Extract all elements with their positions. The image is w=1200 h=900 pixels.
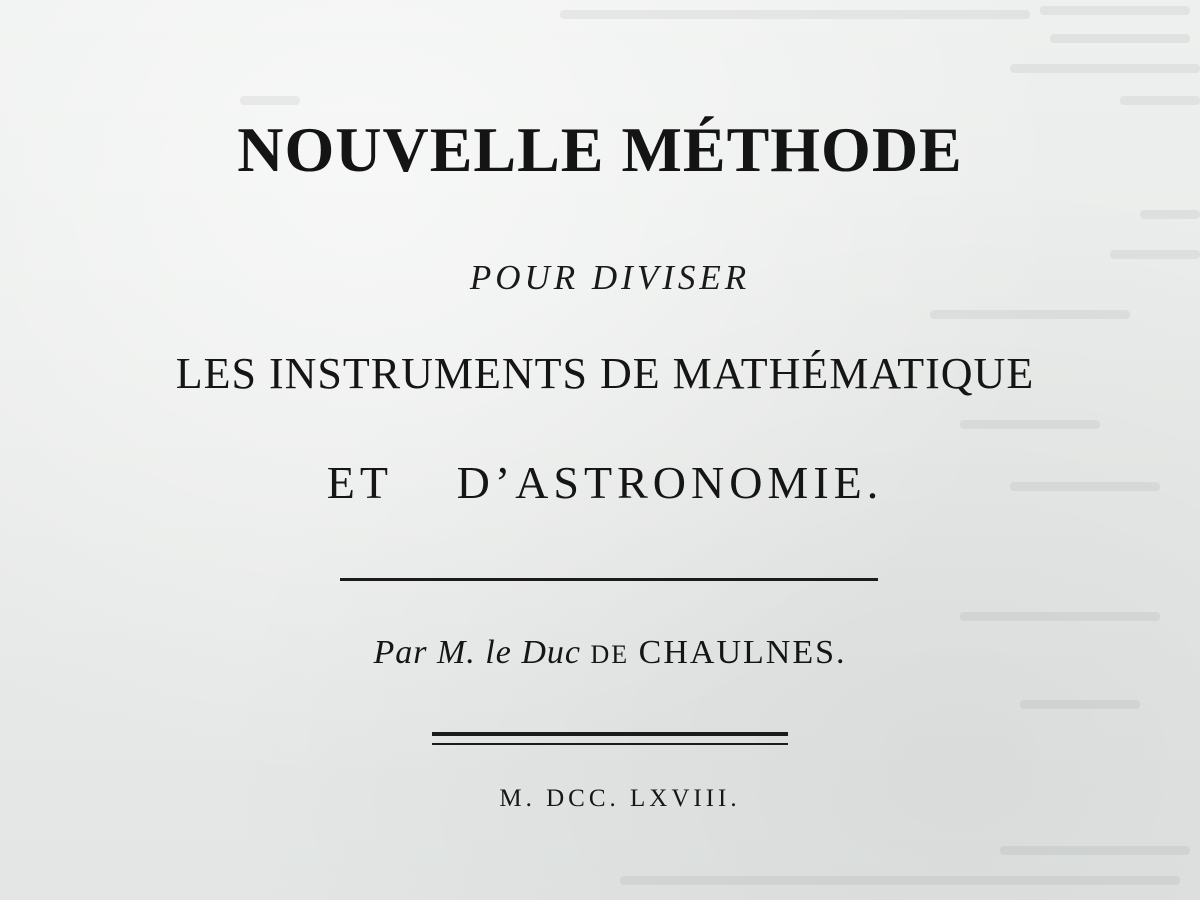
author-line <box>0 636 1200 670</box>
author-particle: DE <box>590 640 630 669</box>
single-rule-divider <box>340 578 878 581</box>
publication-date: M. DCC. LXVIII. <box>499 785 741 812</box>
title-main: NOUVELLE MÉTHODE <box>237 114 963 185</box>
subtitle-pour-diviser: POUR DIVISER <box>469 258 751 297</box>
author-prefix: Par M. le Duc <box>373 634 581 671</box>
title-line-astronomie: ET D’ASTRONOMIE. <box>326 457 884 508</box>
title-line-instruments: LES INSTRUMENTS DE MATHÉMATIQUE <box>175 349 1035 398</box>
author-name: CHAULNES. <box>638 634 847 671</box>
double-rule-divider <box>432 732 788 745</box>
